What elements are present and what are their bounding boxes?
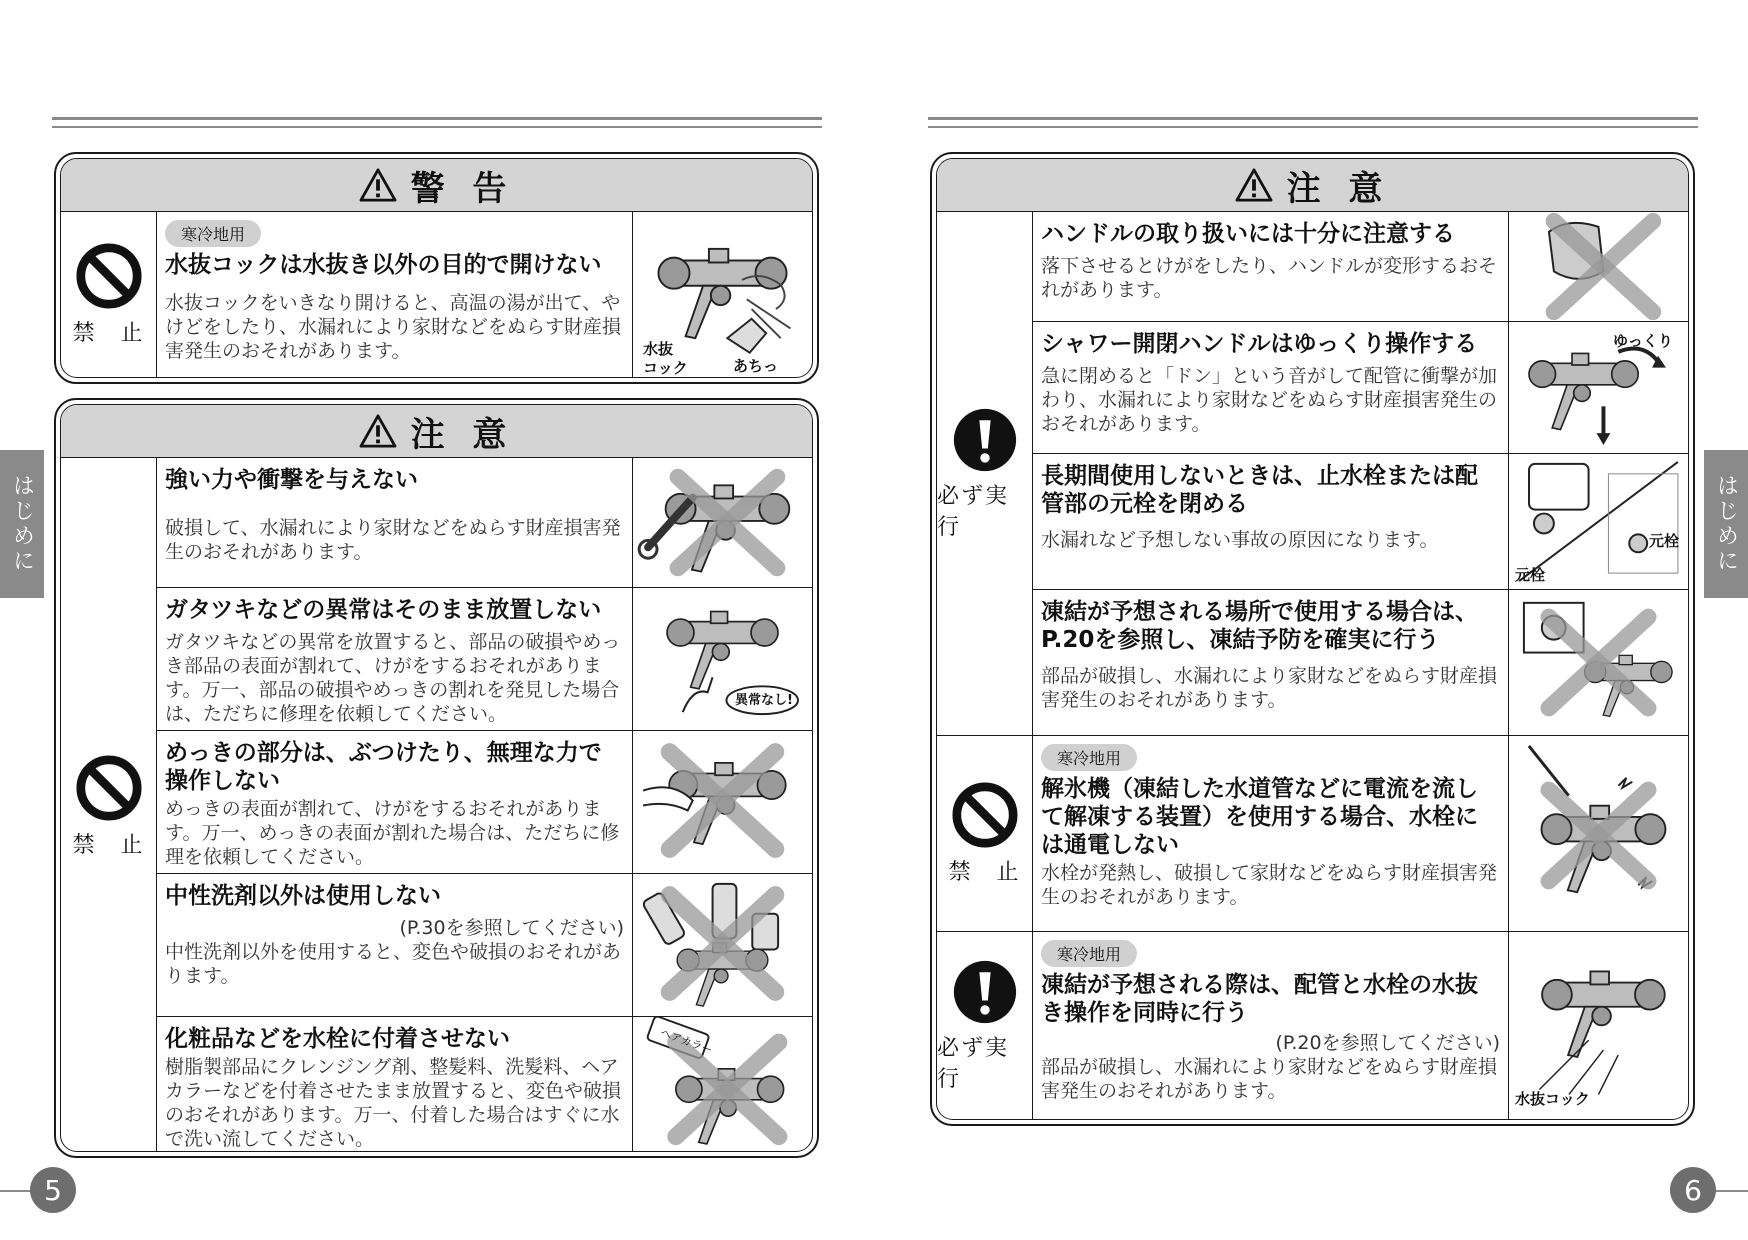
prohibited-symbol-cell: [937, 736, 1032, 931]
symbol-label: 必ず実行: [937, 483, 1010, 540]
caution-item-impact: [157, 458, 812, 588]
item-description: 破損して、水漏れにより家財などをぬらす財産損害発生のおそれがあります。: [165, 517, 621, 563]
handle-drop-icon: [1509, 212, 1688, 321]
item-description: 部品が破損し、水漏れにより家財などをぬらす財産損害発生のおそれがあります。: [1041, 665, 1498, 711]
caution-triangle-icon: [1235, 168, 1273, 202]
symbol-label: 禁 止: [72, 833, 145, 858]
item-title: 水抜コックは水抜き以外の目的で開けない: [165, 252, 602, 278]
mandatory-icon: [952, 407, 1018, 473]
wrench-faucet-icon: [633, 458, 812, 587]
warning-item: [157, 212, 812, 377]
image-label-drain: 水抜: [643, 340, 674, 358]
caution-item-shower-handle: [1033, 322, 1688, 454]
warning-title: 警 告: [410, 168, 515, 209]
prohibited-icon: [75, 242, 143, 310]
drain-cock-illustration: [632, 212, 812, 377]
mandatory-symbol-cell: [937, 932, 1032, 1119]
right-caution-box: [930, 152, 1695, 1126]
image-label-main-valve-2: 元栓: [1649, 532, 1680, 550]
frozen-faucet-icon: [1509, 590, 1688, 735]
caution-item-plating: [157, 731, 812, 874]
right-side-tab: はじめに: [1704, 450, 1748, 598]
main-valve-illustration: [1508, 454, 1688, 589]
right-top-rule: [928, 117, 1698, 120]
detergent-bottles-icon: [633, 874, 812, 1016]
item-title: 凍結が予想される際は、配管と水栓の水抜き操作を同時に行う: [1041, 972, 1478, 1026]
cold-region-badge: 寒冷地用: [1041, 940, 1137, 967]
item-description: 水栓が発熱し、破損して家財などをぬらす財産損害発生のおそれがあります。: [1041, 862, 1498, 908]
item-title: ハンドルの取り扱いには十分に注意する: [1041, 221, 1455, 247]
prohibited-symbol-cell: [61, 212, 156, 377]
warning-triangle-icon: [359, 168, 397, 202]
item-title: 凍結が予想される場所で使用する場合は、P.20を参照し、凍結予防を確実に行う: [1041, 599, 1478, 653]
left-top-rule: [52, 117, 822, 120]
faucet-force-icon: [633, 731, 812, 873]
caution-item-abnormal: [157, 588, 812, 731]
electric-faucet-icon: [1509, 736, 1688, 931]
item-title: 長期間使用しないときは、止水栓または配管部の元栓を閉める: [1041, 463, 1478, 517]
caution-item-detergent: [157, 874, 812, 1017]
cold-region-badge: 寒冷地用: [1041, 744, 1137, 771]
item-description: 落下させるとけがをしたり、ハンドルが変形するおそれがあります。: [1041, 255, 1498, 301]
caution-item-cosmetics: [157, 1017, 812, 1152]
image-label-hair-color: ヘアカラー: [658, 1026, 715, 1057]
caution-item-handle: [1033, 212, 1688, 322]
mandatory-symbol-cell: [937, 212, 1032, 735]
symbol-label: 必ず実行: [937, 1035, 1010, 1092]
item-title: 化粧品などを水栓に付着させない: [165, 1026, 510, 1052]
right-caution-header: [937, 159, 1688, 212]
image-label-drain-cock: 水抜コック: [1515, 1090, 1590, 1108]
item-description: 部品が破損し、水漏れにより家財などをぬらす財産損害発生のおそれがあります。: [1041, 1056, 1498, 1102]
caution-title: 注 意: [410, 414, 515, 455]
item-title: シャワー開閉ハンドルはゆっくり操作する: [1041, 331, 1478, 357]
image-label-no-abnormality: 異常なし!: [735, 693, 793, 708]
thawing-illustration: [1508, 736, 1688, 931]
prohibited-icon: [75, 754, 143, 822]
warning-box: [54, 152, 819, 384]
caution-item-main-valve: [1033, 454, 1688, 590]
left-caution-header: [61, 405, 812, 458]
left-caution-box: [54, 398, 819, 1158]
item-title: ガタツキなどの異常はそのまま放置しない: [165, 597, 602, 623]
handle-drop-illustration: [1508, 212, 1688, 321]
item-description: めっきの表面が割れて、けがをするおそれがあります。万一、めっきの表面が割れた場合は、ただちに修理を依頼してください。: [165, 798, 620, 868]
caution-title: 注 意: [1286, 168, 1391, 209]
item-description: 急に閉めると「ドン」という音がして配管に衝撃が加わり、水漏れにより家財などをぬらす財産損害発生のおそれがあります。: [1041, 365, 1498, 435]
image-label-main-valve-1: 元栓: [1515, 566, 1546, 584]
symbol-label: 禁 止: [948, 860, 1021, 885]
item-description: 樹脂製部品にクレンジング剤、整髪料、洗髪料、ヘアカラーなどを付着させたまま放置すると、変色や破損のおそれがあります。万一、付着した場合はすぐに水で洗い流してください。: [165, 1056, 622, 1150]
wrench-illustration: [632, 458, 812, 587]
left-page-number: 5: [30, 1167, 76, 1213]
prohibited-symbol-cell: [61, 458, 156, 1152]
symbol-label: 禁 止: [72, 321, 145, 346]
image-label-hot: あちっ: [733, 357, 779, 375]
caution-item-freeze-prevention: [1033, 590, 1688, 735]
caution-item-drain-operation: [1033, 932, 1688, 1119]
right-top-rule-2: [928, 126, 1698, 128]
left-top-rule-2: [52, 126, 822, 128]
item-title: 強い力や衝撃を与えない: [165, 467, 418, 493]
detergent-illustration: [632, 874, 812, 1016]
caution-item-thawing-machine: [1033, 736, 1688, 931]
plating-illustration: [632, 731, 812, 873]
item-reference: (P.30を参照してください): [399, 917, 624, 939]
item-description: 水漏れなど予想しない事故の原因になります。: [1041, 529, 1439, 551]
cold-region-badge: 寒冷地用: [165, 220, 261, 247]
freeze-illustration: [1508, 590, 1688, 735]
item-description: ガタツキなどの異常を放置すると、部品の破損やめっき部品の表面が割れて、けがをするおそれがあります。万一、部品の破損やめっきの割れを発見した場合は、ただちに修理を依頼してください。: [165, 631, 621, 725]
abnormal-check-illustration: [632, 588, 812, 730]
item-title: めっきの部分は、ぶつけたり、無理な力で操作しない: [165, 740, 602, 794]
left-side-tab: はじめに: [0, 450, 44, 598]
item-title: 中性洗剤以外は使用しない: [165, 883, 441, 909]
item-description: 中性洗剤以外を使用すると、変色や破損のおそれがあります。: [165, 941, 622, 987]
cosmetics-illustration: [632, 1017, 812, 1152]
right-page-number: 6: [1670, 1167, 1716, 1213]
warning-header: [61, 159, 812, 212]
image-label-slowly: ゆっくり: [1613, 332, 1673, 350]
item-reference: (P.20を参照してください): [1275, 1032, 1500, 1054]
mandatory-icon: [952, 959, 1018, 1025]
item-description: 水抜コックをいきなり開けると、高温の湯が出て、やけどをしたり、水漏れにより家財などをぬらす財産損害発生のおそれがあります。: [165, 292, 622, 362]
image-label-cock: コック: [643, 359, 688, 377]
prohibited-icon: [951, 781, 1019, 849]
drain-operation-illustration: [1508, 932, 1688, 1119]
item-title: 解氷機（凍結した水道管などに電流を流して解凍する装置）を使用する場合、水栓には通電しない: [1041, 776, 1478, 858]
caution-triangle-icon: [359, 414, 397, 448]
slow-operation-illustration: [1508, 322, 1688, 453]
